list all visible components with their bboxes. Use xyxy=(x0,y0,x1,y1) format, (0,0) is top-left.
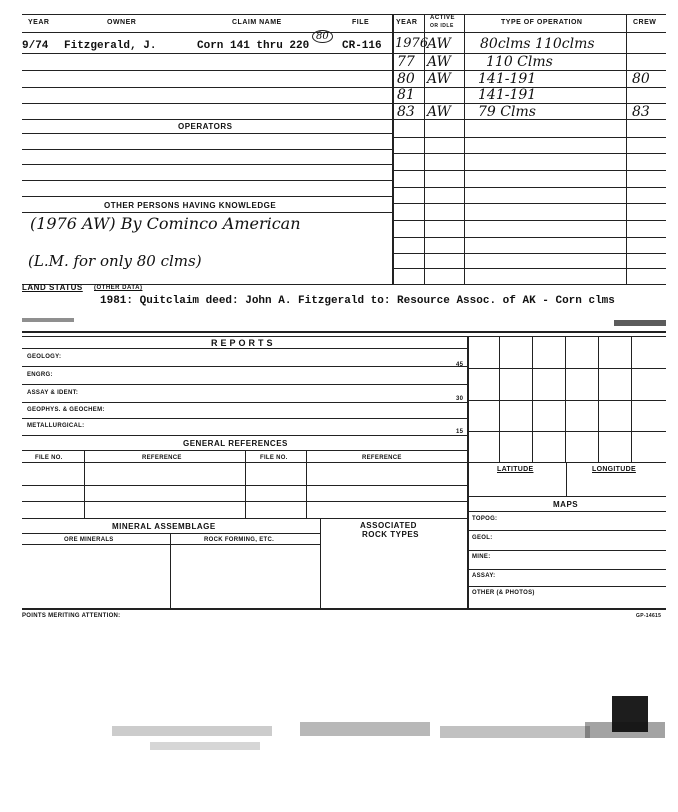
land-status-sub: (OTHER DATA) xyxy=(94,285,143,291)
activity-crew-2: 80 xyxy=(632,71,650,87)
activity-year-2: 80 xyxy=(397,71,415,87)
col-year2: YEAR xyxy=(396,19,418,26)
col-year: YEAR xyxy=(28,19,50,26)
map-mine: MINE: xyxy=(472,554,491,560)
num-45: 45 xyxy=(456,362,464,368)
map-topog: TOPOG: xyxy=(472,516,498,522)
general-refs-heading: GENERAL REFERENCES xyxy=(183,439,288,448)
gen-file-no-2: FILE NO. xyxy=(260,455,288,461)
maps-heading: MAPS xyxy=(553,500,579,509)
label-engrg: ENGRG: xyxy=(27,372,53,378)
form-number: GP-14615 xyxy=(636,613,662,619)
entry-claim: Corn 141 thru 220 xyxy=(197,40,310,52)
gen-reference-2: REFERENCE xyxy=(362,455,402,461)
entry-year: 9/74 xyxy=(22,40,49,52)
rock-types-heading: ROCK TYPES xyxy=(362,530,420,539)
col-crew: CREW xyxy=(633,19,657,26)
col-type-operation: TYPE OF OPERATION xyxy=(501,19,583,26)
activity-op-4: 79 Clms xyxy=(478,104,536,120)
col-file: FILE xyxy=(352,19,370,26)
col-claim-name: CLAIM NAME xyxy=(232,19,282,26)
operators-heading: OPERATORS xyxy=(178,122,233,131)
longitude-label: LONGITUDE xyxy=(592,466,636,473)
entry-claim-note: 80 xyxy=(312,30,333,43)
activity-op-3: 141-191 xyxy=(478,87,537,103)
map-geol: GEOL: xyxy=(472,535,493,541)
gen-file-no-1: FILE NO. xyxy=(35,455,63,461)
activity-year-0: 1976 xyxy=(395,36,429,51)
num-15: 15 xyxy=(456,429,464,435)
land-status-text: 1981: Quitclaim deed: John A. Fitzgerald to: Resource Assoc. of AK - Corn clms xyxy=(100,295,615,307)
col-owner: OWNER xyxy=(107,19,137,26)
latitude-label: LATITUDE xyxy=(497,466,534,473)
land-status-heading: LAND STATUS xyxy=(22,283,83,292)
other-persons-heading: OTHER PERSONS HAVING KNOWLEDGE xyxy=(104,201,277,210)
activity-status-0: AW xyxy=(427,36,451,52)
reports-heading: REPORTS xyxy=(211,338,276,348)
rock-forming-label: ROCK FORMING, ETC. xyxy=(204,537,275,543)
ore-minerals-label: ORE MINERALS xyxy=(64,537,114,543)
label-geology: GEOLOGY: xyxy=(27,354,62,360)
activity-status-4: AW xyxy=(427,104,451,120)
activity-status-1: AW xyxy=(427,54,451,70)
map-assay: ASSAY: xyxy=(472,573,496,579)
entry-owner: Fitzgerald, J. xyxy=(64,40,157,52)
label-geophys: GEOPHYS. & GEOCHEM: xyxy=(27,407,105,413)
entry-file: CR-116 xyxy=(342,40,382,52)
activity-status-2: AW xyxy=(427,71,451,87)
col-or-idle: OR IDLE xyxy=(430,23,454,29)
mineral-assemblage-heading: MINERAL ASSEMBLAGE xyxy=(112,522,216,531)
col-active: ACTIVE xyxy=(430,15,456,21)
activity-op-1: 110 Clms xyxy=(486,54,553,70)
activity-year-4: 83 xyxy=(397,104,415,120)
associated-heading: ASSOCIATED xyxy=(360,521,417,530)
activity-year-1: 77 xyxy=(397,54,415,70)
label-assay: ASSAY & IDENT: xyxy=(27,390,79,396)
gen-reference-1: REFERENCE xyxy=(142,455,182,461)
map-other-photos: OTHER (& PHOTOS) xyxy=(472,590,535,596)
activity-crew-4: 83 xyxy=(632,104,650,120)
num-30: 30 xyxy=(456,396,464,402)
activity-op-2: 141-191 xyxy=(478,71,537,87)
activity-year-3: 81 xyxy=(397,87,415,103)
points-meriting-label: POINTS MERITING ATTENTION: xyxy=(22,613,121,619)
label-metallurgical: METALLURGICAL: xyxy=(27,423,85,429)
activity-op-0: 80clms 110clms xyxy=(480,36,595,52)
other-persons-note-1: (1976 AW) By Cominco American xyxy=(30,214,301,233)
other-persons-note-2: (L.M. for only 80 clms) xyxy=(28,252,202,270)
